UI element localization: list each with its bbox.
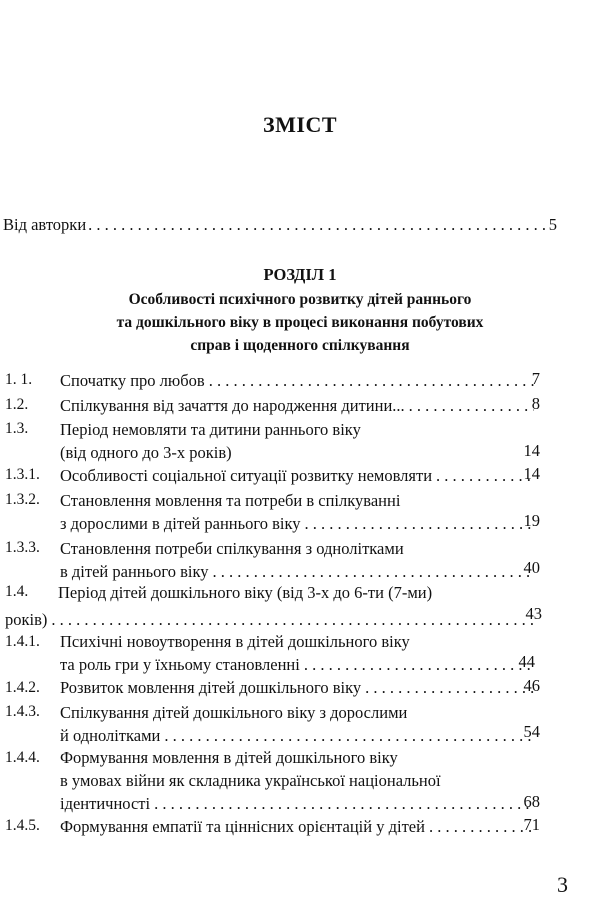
toc-entry-title: Спочатку про любов	[60, 371, 205, 390]
dot-leader	[304, 653, 534, 676]
toc-entry-title: Спілкування дітей дошкільного віку з дорослими	[60, 703, 408, 722]
toc-entry-title: Спілкування від зачаття до народження дитини...	[60, 396, 405, 415]
toc-entry-number: 1.4.2.	[5, 679, 40, 696]
toc-entry-page: 40	[523, 558, 540, 577]
dot-leader	[164, 724, 534, 747]
toc-entry-title: Становлення потреби спілкування з однолітками	[60, 539, 404, 558]
toc-entry-number: 1. 1.	[5, 371, 33, 388]
toc-entry-title: в умовах війни як складника української національної	[60, 771, 441, 790]
toc-entry-page: 8	[531, 394, 540, 413]
toc-entry-number: 1.3.2.	[5, 491, 40, 508]
dot-leader	[154, 792, 534, 815]
toc-entry-page: 46	[523, 676, 540, 695]
toc-entry-number: 1.4.1.	[5, 633, 40, 650]
dot-leader	[429, 815, 534, 838]
section-subtitle-line: та дошкільного віку в процесі виконання побутових	[116, 314, 484, 331]
toc-entry-page: 44	[518, 652, 535, 671]
toc-entry-number: 1.3.1.	[5, 466, 40, 483]
toc-entry[interactable]	[60, 815, 538, 838]
dot-leader	[305, 512, 534, 535]
toc-entry-title: років)	[5, 610, 48, 629]
toc-entry-number: 1.3.	[5, 420, 29, 437]
toc-entry-title: й однолітками	[60, 726, 161, 745]
dot-leader	[409, 394, 534, 417]
toc-entry-title: Період дітей дошкільного віку (від 3-х до 6-ти (7-ми)	[58, 583, 433, 602]
toc-entry[interactable]	[60, 676, 538, 699]
toc-entry-title: Формування емпатії та ціннісних орієнтацій у дітей	[60, 817, 425, 836]
toc-entry-title: з дорослими в дітей раннього віку	[60, 514, 301, 533]
toc-intro-page: 5	[548, 215, 557, 234]
toc-entry-number: 1.4.3.	[5, 703, 40, 720]
toc-entry-page: 19	[523, 511, 540, 530]
dot-leader	[213, 560, 534, 583]
toc-entry[interactable]	[60, 701, 538, 747]
toc-entry-number: 1.4.	[5, 583, 29, 600]
toc-entry-title: Психічні новоутворення в дітей дошкільного віку	[60, 632, 410, 651]
toc-entry-title: Період немовляти та дитини раннього віку	[60, 420, 361, 439]
toc-entry[interactable]	[60, 746, 538, 815]
toc-entry-page: 71	[523, 815, 540, 834]
toc-entry-page: 14	[523, 464, 540, 483]
toc-entry-title: в дітей раннього віку	[60, 562, 209, 581]
toc-entry-number: 1.2.	[5, 396, 29, 413]
page-title: ЗМІСТ	[263, 112, 337, 137]
toc-entry[interactable]	[60, 464, 538, 487]
toc-entry-number: 1.4.4.	[5, 749, 40, 766]
toc-entry[interactable]	[60, 537, 538, 583]
dot-leader	[88, 215, 547, 235]
toc-entry-page: 7	[531, 369, 540, 388]
dot-leader	[436, 464, 534, 487]
page-number: 3	[557, 872, 568, 897]
toc-entry[interactable]	[60, 394, 538, 417]
toc-entry-title: Особливості соціальної ситуації розвитку немовляти	[60, 466, 433, 485]
toc-entry[interactable]	[60, 369, 538, 392]
toc-entry-title: Формування мовлення в дітей дошкільного віку	[60, 748, 398, 767]
dot-leader	[209, 369, 534, 392]
section-heading: РОЗДІЛ 1	[263, 265, 337, 284]
toc-entry[interactable]	[60, 630, 538, 676]
toc-entry-page: 68	[523, 792, 540, 811]
toc-entry-title: Розвиток мовлення дітей дошкільного віку	[60, 678, 362, 697]
dot-leader	[365, 676, 534, 699]
toc-entry-title: Становлення мовлення та потреби в спілкуванні	[60, 491, 401, 510]
toc-entry-title: та роль гри у їхньому становленні	[60, 655, 300, 674]
toc-entry[interactable]	[60, 418, 538, 464]
toc-entry-number: 1.3.3.	[5, 539, 40, 556]
toc-entry-page: 43	[525, 604, 542, 623]
section-subtitle-line: Особливості психічного розвитку дітей раннього	[128, 291, 472, 308]
toc-entry-page: 54	[523, 722, 540, 741]
toc-intro[interactable]	[3, 215, 557, 235]
dot-leader	[51, 608, 536, 631]
toc-entry-title: ідентичності	[60, 794, 151, 813]
toc-intro-label: Від авторки	[3, 215, 87, 234]
toc-entry-title: (від одного до 3-х років)	[60, 443, 232, 462]
toc-entry-page: 14	[523, 441, 540, 460]
section-subtitle-line: справ і щоденного спілкування	[190, 337, 410, 354]
toc-entry[interactable]	[60, 489, 538, 535]
toc-entry-number: 1.4.5.	[5, 817, 40, 834]
